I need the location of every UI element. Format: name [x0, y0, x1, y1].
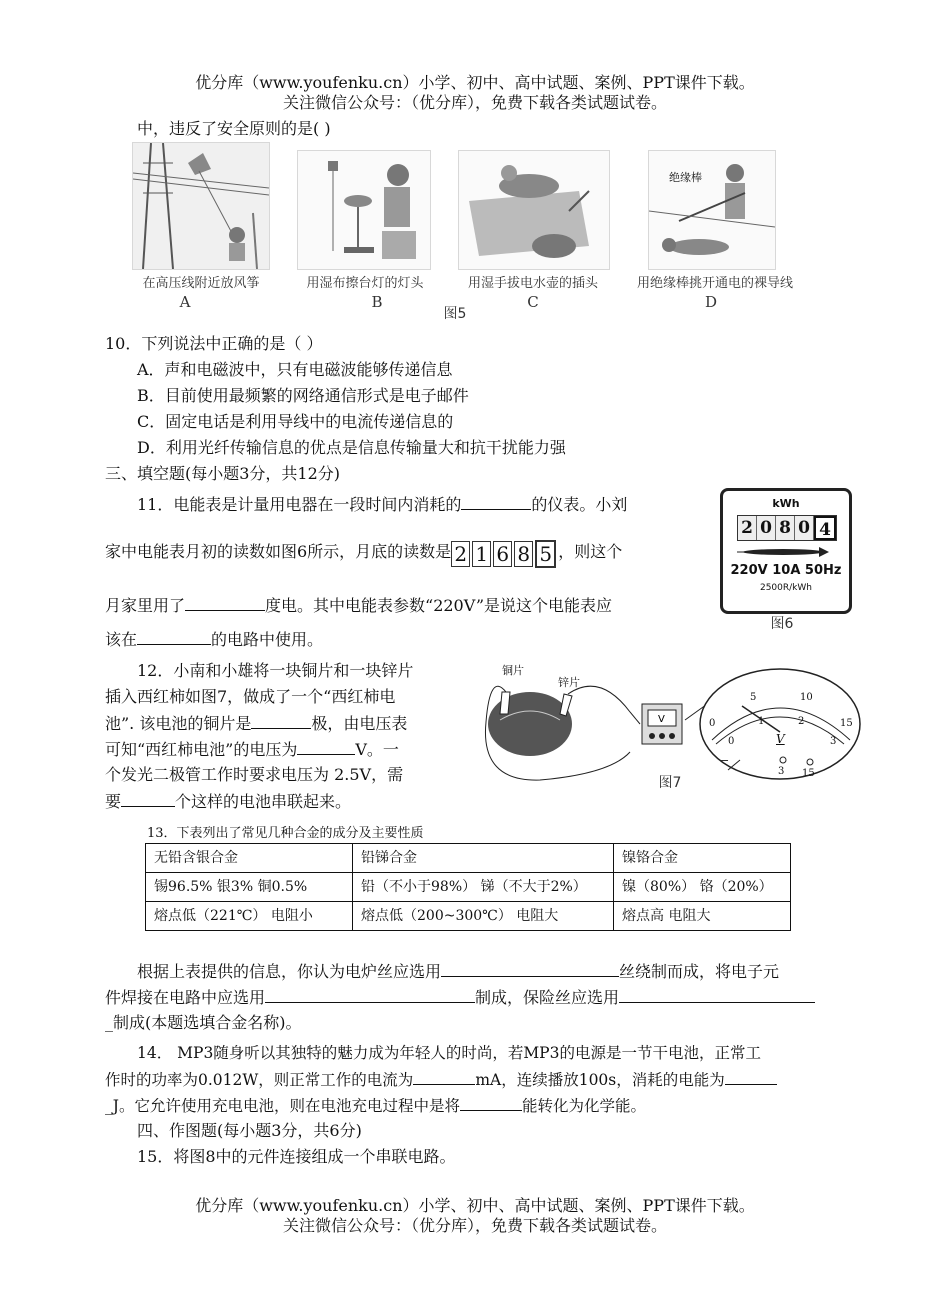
q11-line-2: 家中电能表月初的读数如图6所示，月底的读数是 2 1 6 8 5 ，则这个	[105, 542, 623, 566]
q12-blank-1[interactable]	[251, 712, 311, 729]
q12-line-4: 可知“西红柿电池”的电压为 V。一	[105, 740, 399, 759]
electric-meter	[720, 488, 852, 614]
q15-stem: 15．将图8中的元件连接组成一个串联电路。	[137, 1147, 456, 1166]
dial-symbol: V	[776, 732, 785, 746]
table-cell: 锡96.5% 银3% 铜0.5%	[146, 873, 353, 902]
section-3-heading: 三、填空题(每小题3分，共12分)	[105, 464, 341, 483]
table-row	[146, 902, 791, 931]
q10-option-a: A．声和电磁波中，只有电磁波能够传递信息	[137, 360, 453, 379]
q12-blank-3[interactable]	[121, 790, 175, 807]
q11-line-4: 该在 的电路中使用。	[105, 630, 324, 649]
q14-blank-3[interactable]	[460, 1094, 522, 1111]
q14-line-2: 作时的功率为0.012W，则正常工作的电流为 mA，连续播放100s，消耗的电能为	[105, 1068, 777, 1091]
table-header: 铅锑合金	[353, 844, 614, 873]
q11-blank-2[interactable]	[185, 594, 265, 611]
table-cell: 镍（80%） 铬（20%）	[614, 873, 791, 902]
q13-line-3: _制成(本题选填合金名称)。	[105, 1013, 302, 1032]
q12-line-6: 要 个这样的电池串联起来。	[105, 792, 352, 811]
fig5-d-picture	[648, 150, 776, 270]
table-row	[146, 873, 791, 902]
q10-option-d: D．利用光纤传输信息的优点是信息传输量大和抗干扰能力强	[137, 438, 566, 457]
meter-reading: 2 0 8 0 4	[737, 515, 837, 541]
meter-disc-arrow	[733, 545, 839, 559]
insulating-rod-label: 绝缘棒	[669, 171, 702, 184]
fig5-b-caption: 用湿布擦台灯的灯头	[306, 276, 424, 291]
q12-line-3: 池”. 该电池的铜片是 极，由电压表	[105, 714, 408, 733]
section-4-heading: 四、作图题(每小题3分，共6分)	[137, 1121, 362, 1140]
table-cell: 熔点低（200~300℃） 电阻大	[353, 902, 614, 931]
dial-bottom-0: 0	[728, 736, 735, 747]
header-line-2: 关注微信公众号：（优分库），免费下载各类试题试卷。	[282, 93, 667, 112]
fig5-d-caption: 用绝缘棒挑开通电的裸导线	[636, 276, 793, 291]
q13-blank-1[interactable]	[441, 960, 619, 977]
dial-bottom-3: 3	[830, 736, 837, 747]
q13-line-1: 根据上表提供的信息，你认为电炉丝应选用 丝绕制而成，将电子元	[137, 962, 780, 981]
q14-line-1: 14． MP3随身听以其独特的魅力成为年轻人的时尚，若MP3的电源是一节干电池，正常工	[137, 1044, 761, 1062]
dial-top-10: 10	[800, 692, 813, 703]
fig7-caption: 图7	[658, 775, 682, 791]
fig5-c-picture	[458, 150, 610, 270]
table-cell: 熔点低（221℃） 电阻小	[146, 902, 353, 931]
fig5-a-caption: 在高压线附近放风筝	[142, 276, 260, 291]
dial-bottom-1: 1	[758, 716, 765, 727]
q11-line-3: 月家里用了 度电。其中电能表参数“220V”是说这个电能表应	[105, 596, 613, 615]
fig5-caption: 图5	[443, 306, 467, 322]
terminal-3: 3	[778, 766, 785, 777]
meter-unit: kWh	[772, 497, 800, 510]
fig6-caption: 图6	[770, 616, 794, 632]
alloy-table	[145, 843, 791, 931]
q12-blank-2[interactable]	[297, 738, 355, 755]
q10-stem: 10．下列说法中正确的是（ ）	[105, 334, 323, 353]
kettle-wet-hand-illustration	[459, 151, 609, 269]
table-cell: 铅（不小于98%） 锑（不大于2%）	[353, 873, 614, 902]
dial-top-0: 0	[709, 718, 716, 729]
q11-line-1: 11．电能表是计量用电器在一段时间内消耗的 的仪表。小刘	[137, 495, 628, 514]
q11-blank-1[interactable]	[461, 493, 531, 510]
fig5-c-caption: 用湿手拔电水壶的插头	[467, 276, 598, 291]
fig5-a-letter: A	[179, 293, 191, 311]
fig5-b-letter: B	[371, 293, 383, 311]
q13-line-2: 件焊接在电路中应选用 制成，保险丝应选用	[105, 986, 815, 1009]
q13-blank-3[interactable]	[619, 986, 815, 1003]
q12-line-2: 插入西红柿如图7，做成了一个“西红柿电	[105, 687, 396, 706]
q12-line-1: 12．小南和小雄将一块铜片和一块锌片	[137, 661, 414, 680]
q14-line-3: _J。它允许使用充电电池，则在电池充电过程中是将 能转化为化学能。	[105, 1094, 646, 1117]
meter-ratings: 220V 10A 50Hz	[730, 563, 842, 578]
q11-blank-3[interactable]	[137, 628, 211, 645]
q11-end-reading: 2 1 6 8 5	[451, 546, 558, 565]
q12-line-5: 个发光二极管工作时要求电压为 2.5V，需	[105, 765, 404, 784]
q10-option-b: B．目前使用最频繁的网络通信形式是电子邮件	[137, 386, 469, 405]
dial-top-5: 5	[750, 692, 757, 703]
q13-intro: 13．下表列出了常见几种合金的成分及主要性质	[147, 826, 424, 841]
table-header: 无铅含银合金	[146, 844, 353, 873]
q14-blank-2[interactable]	[725, 1068, 777, 1085]
dial-top-15: 15	[840, 718, 853, 729]
lamp-wet-cloth-illustration	[298, 151, 430, 269]
insulating-rod-illustration	[649, 151, 775, 269]
q10-option-c: C．固定电话是利用导线中的电流传递信息的	[137, 412, 454, 431]
fig5-a-picture	[132, 142, 270, 270]
table-header: 镍铬合金	[614, 844, 791, 873]
table-cell: 熔点高 电阻大	[614, 902, 791, 931]
terminal-negative: −	[720, 754, 730, 767]
table-row	[146, 844, 791, 873]
fig5-c-letter: C	[527, 293, 539, 311]
svg-text:V: V	[658, 714, 665, 725]
fig5-b-picture	[297, 150, 431, 270]
zinc-label: 锌片	[558, 676, 580, 689]
footer-line-1: 优分库（www.youfenku.cn）小学、初中、高中试题、案例、PPT课件下载。	[195, 1196, 755, 1215]
q9-tail: 中，违反了安全原则的是( )	[137, 119, 331, 138]
meter-constant: 2500R/kWh	[759, 583, 812, 593]
q14-blank-1[interactable]	[413, 1068, 475, 1085]
q13-blank-2[interactable]	[265, 986, 475, 1003]
dial-bottom-2: 2	[798, 716, 805, 727]
header-line-1: 优分库（www.youfenku.cn）小学、初中、高中试题、案例、PPT课件下载。	[195, 73, 755, 92]
fig5-d-letter: D	[704, 293, 718, 311]
copper-label: 铜片	[502, 664, 524, 677]
terminal-15: 15	[802, 768, 815, 779]
footer-line-2: 关注微信公众号：（优分库），免费下载各类试题试卷。	[282, 1216, 667, 1235]
kite-powerline-illustration	[133, 143, 269, 269]
